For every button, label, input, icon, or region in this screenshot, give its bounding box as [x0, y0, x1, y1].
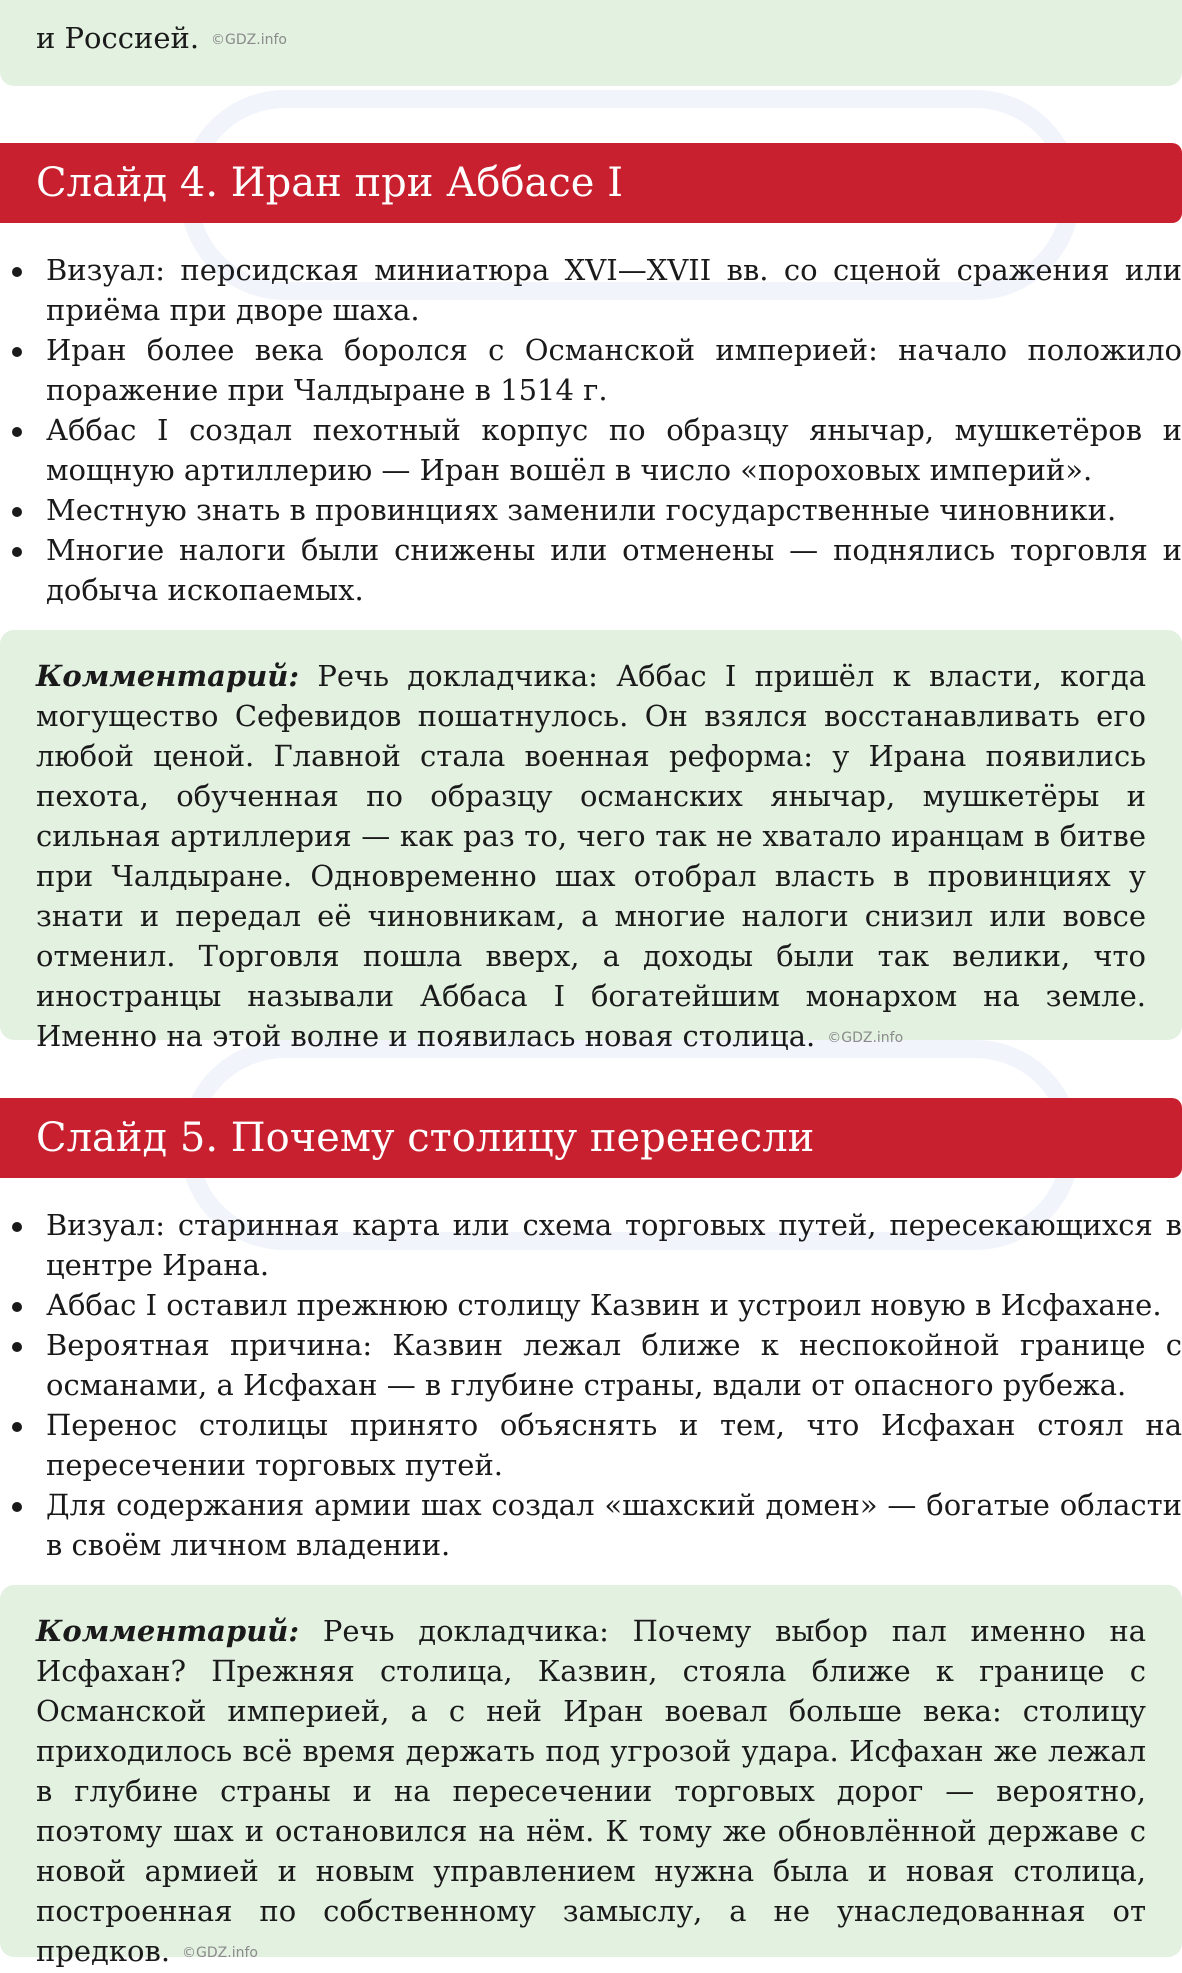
- comment-text: Речь докладчика: Аббас I пришёл к власти, когда могущество Сефевидов пошатнулось. Он взялся восстанавливать его любой ценой. Главной стала военная реформа: у Ирана появились пехота, обученная по образцу османских янычар, мушкетёры и сильная артиллерия — как раз то, чего так не хватало иранцам в битве при Чалдыране. Одновременно шах отобрал власть в провинциях у знати и передал её чиновникам, а многие налоги снизил или вовсе отменил. Торговля пошла вверх, а доходы были так велики, что иностранцы называли Аббаса I богатейшим монархом на земле. Именно на этой волне и появилась новая столица.: [36, 659, 1147, 1053]
- bullet-item: [0, 250, 1182, 330]
- comment-text: Речь докладчика: Почему выбор пал именно на Исфахан? Прежняя столица, Казвин, стояла ближе к границе с Османской империей, а с ней Иран воевал больше века: столицу приходилось всё время держать под угрозой удара. Исфахан же лежал в глубине страны и на пересечении торговых дорог — вероятно, поэтому шах и остановился на нём. К тому же обновлённой державе с новой армией и новым управлением нужна была и новая столица, построенная по собственному замыслу, а не унаследованная от предков.: [36, 1614, 1147, 1968]
- bullet-dot-icon: [12, 1342, 22, 1352]
- bullet-item: [0, 490, 1182, 530]
- slide-4-bullet-list: [0, 250, 1182, 610]
- bullet-text: Аббас I оставил прежнюю столицу Казвин и устроил новую в Исфахане.: [46, 1288, 1162, 1322]
- bullet-dot-icon: [12, 427, 22, 437]
- slide-5-comment: [36, 1611, 1146, 1973]
- bullet-text: Визуал: старинная карта или схема торговых путей, пересекающихся в центре Ирана.: [46, 1208, 1182, 1282]
- bullet-item: [0, 1405, 1182, 1485]
- slide-5-title: Слайд 5. Почему столицу перенесли: [36, 1115, 815, 1161]
- bullet-text: Местную знать в провинциях заменили государственные чиновники.: [46, 493, 1117, 527]
- bullet-dot-icon: [12, 1502, 22, 1512]
- watermark: ©GDZ.info: [211, 32, 287, 48]
- bullet-text: Вероятная причина: Казвин лежал ближе к неспокойной границе с османами, а Исфахан — в глубине страны, вдали от опасного рубежа.: [46, 1328, 1182, 1402]
- bullet-item: [0, 1205, 1182, 1285]
- bullet-item: [0, 410, 1182, 490]
- bullet-item: [0, 1485, 1182, 1565]
- watermark: ©GDZ.info: [182, 1945, 258, 1961]
- bullet-dot-icon: [12, 347, 22, 357]
- bullet-text: Для содержания армии шах создал «шахский домен» — богатые области в своём личном владении.: [46, 1488, 1182, 1562]
- bullet-dot-icon: [12, 1302, 22, 1312]
- bullet-dot-icon: [12, 547, 22, 557]
- bullet-dot-icon: [12, 267, 22, 277]
- comment-label: Комментарий:: [36, 659, 300, 693]
- bullet-item: [0, 530, 1182, 610]
- slide-5-header: [0, 1098, 1182, 1178]
- previous-comment-box: [0, 0, 1182, 86]
- slide-4-header: [0, 143, 1182, 223]
- slide-4-comment-box: [0, 630, 1182, 1053]
- bullet-text: Многие налоги были снижены или отменены — поднялись торговля и добыча ископаемых.: [46, 533, 1182, 607]
- bullet-dot-icon: [12, 507, 22, 517]
- bullet-item: [0, 330, 1182, 410]
- bullet-item: [0, 1285, 1182, 1325]
- bullet-text: Визуал: персидская миниатюра XVI—XVII вв. со сценой сражения или приёма при дворе шаха.: [46, 253, 1182, 327]
- bullet-item: [0, 1325, 1182, 1405]
- slide-5-comment-box: [0, 1585, 1182, 1968]
- previous-comment-text: [36, 18, 1146, 60]
- comment-label: Комментарий:: [36, 1614, 300, 1648]
- slide-5-bullet-list: [0, 1205, 1182, 1565]
- previous-comment-tail: и Россией.: [36, 21, 200, 55]
- slide-4-comment: [36, 656, 1146, 1058]
- bullet-text: Иран более века боролся с Османской империей: начало положило поражение при Чалдыране в 1514 г.: [46, 333, 1182, 407]
- bullet-dot-icon: [12, 1422, 22, 1432]
- bullet-text: Аббас I создал пехотный корпус по образцу янычар, мушкетёров и мощную артиллерию — Иран вошёл в число «пороховых империй».: [46, 413, 1182, 487]
- watermark: ©GDZ.info: [827, 1030, 904, 1046]
- slide-4-title: Слайд 4. Иран при Аббасе I: [36, 160, 623, 206]
- bullet-dot-icon: [12, 1222, 22, 1232]
- bullet-text: Перенос столицы принято объяснять и тем, что Исфахан стоял на пересечении торговых путей.: [46, 1408, 1182, 1482]
